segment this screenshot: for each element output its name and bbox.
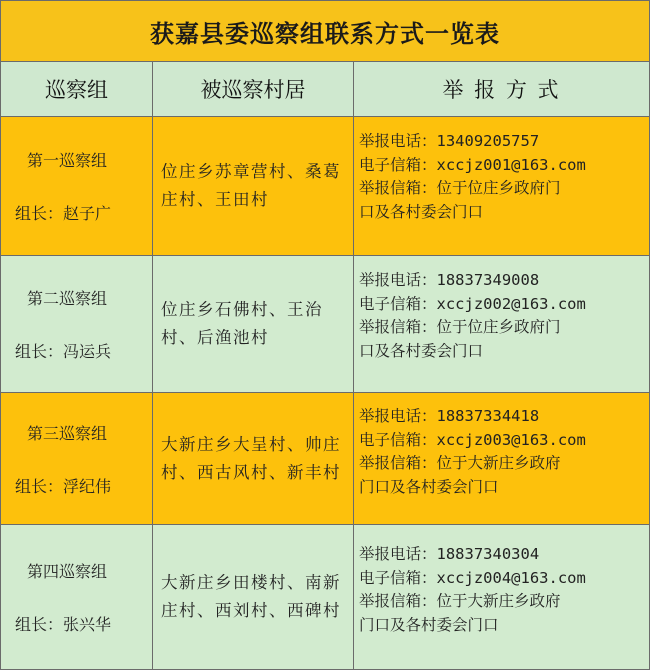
mailbox-line-2: 门口及各村委会门口 — [359, 615, 499, 634]
header-group: 巡察组 — [0, 62, 153, 117]
table-row-group-cell — [0, 525, 153, 670]
mailbox-line-1: 举报信箱：位于位庄乡政府门 — [359, 179, 561, 197]
phone-label: 举报电话： — [359, 407, 437, 425]
email-label: 电子信箱： — [359, 568, 437, 587]
table-row-group-cell — [0, 256, 153, 393]
phone-label: 举报电话： — [359, 132, 437, 150]
header-villages: 被巡察村居 — [153, 62, 354, 117]
mailbox-line-1: 举报信箱：位于大新庄乡政府 — [359, 454, 561, 472]
email-address[interactable]: xccjz001@163.com — [436, 155, 586, 174]
table-row-group-cell — [0, 393, 153, 525]
mailbox-line-2: 口及各村委会门口 — [359, 202, 484, 221]
phone-label: 举报电话： — [359, 271, 437, 289]
email-label: 电子信箱： — [359, 155, 437, 174]
report-cell — [354, 256, 650, 393]
villages-cell: 位庄乡石佛村、王治村、后渔池村 — [153, 256, 354, 393]
table-row-group-cell — [0, 117, 153, 256]
phone-number[interactable]: 18837340304 — [436, 545, 540, 563]
group-name: 第四巡察组 — [27, 562, 108, 581]
email-label: 电子信箱： — [359, 430, 437, 449]
villages-cell: 大新庄乡田楼村、南新庄村、西刘村、西碑村 — [153, 525, 354, 670]
villages-cell: 大新庄乡大呈村、帅庄村、西古风村、新丰村 — [153, 393, 354, 525]
group-leader: 组长：张兴华 — [15, 615, 112, 634]
table-title: 获嘉县委巡察组联系方式一览表 — [0, 0, 650, 62]
email-address[interactable]: xccjz004@163.com — [436, 568, 586, 587]
email-label: 电子信箱： — [359, 294, 437, 313]
group-name: 第三巡察组 — [27, 423, 108, 443]
email-address[interactable]: xccjz002@163.com — [436, 294, 586, 313]
group-leader: 组长：赵子广 — [15, 204, 112, 223]
header-report: 举 报 方 式 — [354, 62, 650, 117]
villages-cell: 位庄乡苏章营村、桑葛庄村、王田村 — [153, 117, 354, 256]
mailbox-line-2: 口及各村委会门口 — [359, 341, 484, 360]
phone-label: 举报电话： — [359, 545, 437, 563]
report-cell — [354, 393, 650, 525]
email-address[interactable]: xccjz003@163.com — [436, 430, 586, 449]
group-leader: 组长：冯运兵 — [15, 342, 112, 361]
mailbox-line-2: 门口及各村委会门口 — [359, 477, 499, 496]
mailbox-line-1: 举报信箱：位于位庄乡政府门 — [359, 318, 561, 336]
mailbox-line-1: 举报信箱：位于大新庄乡政府 — [359, 592, 561, 610]
phone-number[interactable]: 18837349008 — [436, 271, 540, 289]
group-leader: 组长：浮纪伟 — [15, 476, 112, 496]
group-name: 第一巡察组 — [27, 151, 108, 170]
group-name: 第二巡察组 — [27, 289, 108, 308]
report-cell — [354, 525, 650, 670]
phone-number[interactable]: 18837334418 — [436, 407, 540, 425]
phone-number[interactable]: 13409205757 — [436, 132, 540, 150]
report-cell — [354, 117, 650, 256]
